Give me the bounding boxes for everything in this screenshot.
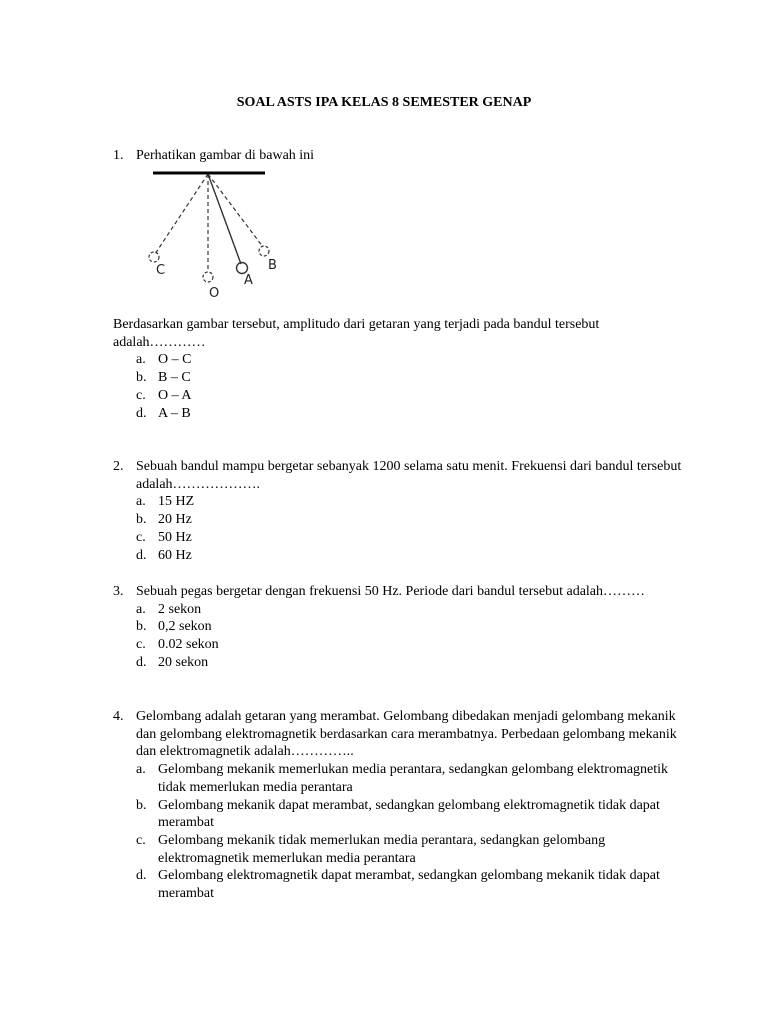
option-d[interactable]: d. Gelombang elektromagnetik dapat merambat, sedangkan gelombang mekanik tidak dapat merambat bbox=[136, 868, 660, 902]
option-list bbox=[136, 601, 683, 672]
question-number: 2. bbox=[113, 459, 124, 474]
bob-position-a bbox=[237, 263, 248, 274]
string-position-b bbox=[208, 174, 263, 247]
pendulum-figure bbox=[145, 164, 280, 304]
option-d[interactable]: d. 20 sekon bbox=[136, 654, 209, 670]
question-number: 3. bbox=[113, 584, 124, 599]
bob-position-b bbox=[259, 246, 269, 256]
option-list bbox=[136, 493, 683, 564]
label-b: B bbox=[268, 258, 277, 273]
question-3 bbox=[113, 583, 683, 672]
option-c[interactable]: c. O – A bbox=[136, 387, 192, 403]
option-a[interactable]: a. 2 sekon bbox=[136, 601, 202, 617]
question-1-intro bbox=[113, 147, 683, 165]
option-b[interactable]: b. 0,2 sekon bbox=[136, 619, 212, 635]
pendulum-diagram bbox=[145, 164, 280, 304]
option-list bbox=[136, 351, 683, 422]
label-c: C bbox=[156, 263, 166, 278]
question-number: 4. bbox=[113, 709, 124, 724]
option-a[interactable]: a. O – C bbox=[136, 352, 192, 368]
option-list bbox=[136, 761, 683, 903]
option-b[interactable]: b. B – C bbox=[136, 370, 191, 386]
option-c[interactable]: c. 50 Hz bbox=[136, 529, 192, 545]
option-a[interactable]: a. 15 HZ bbox=[136, 494, 195, 510]
option-b[interactable]: b. 20 Hz bbox=[136, 512, 192, 528]
question-stem: Berdasarkan gambar tersebut, amplitudo dari getaran yang terjadi pada bandul tersebut adalah………… bbox=[113, 317, 600, 350]
string-position-a bbox=[208, 174, 241, 264]
option-d[interactable]: d. 60 Hz bbox=[136, 547, 192, 563]
question-stem: Sebuah pegas bergetar dengan frekuensi 50 Hz. Periode dari bandul tersebut adalah……… bbox=[136, 584, 646, 599]
option-c[interactable]: c. Gelombang mekanik tidak memerlukan media perantara, sedangkan gelombang elektromagnetik memerlukan media perantara bbox=[136, 832, 606, 866]
option-c[interactable]: c. 0.02 sekon bbox=[136, 637, 219, 653]
option-d[interactable]: d. A – B bbox=[136, 405, 191, 421]
label-o: O bbox=[209, 286, 220, 301]
question-4 bbox=[113, 708, 683, 903]
label-a: A bbox=[244, 273, 253, 288]
string-position-c bbox=[155, 174, 208, 254]
bob-position-o bbox=[203, 272, 213, 282]
question-number: 1. bbox=[113, 148, 124, 163]
option-a[interactable]: a. Gelombang mekanik memerlukan media perantara, sedangkan gelombang elektromagnetik tidak memerlukan media perantara bbox=[136, 762, 669, 795]
question-stem: Gelombang adalah getaran yang merambat. Gelombang dibedakan menjadi gelombang mekanik dan gelombang elektromagnetik berdasarkan cara merambatnya. Perbedaan gelombang mekanik dan elektromagnetik adalah………….. bbox=[136, 709, 677, 760]
question-stem: Sebuah bandul mampu bergetar sebanyak 1200 selama satu menit. Frekuensi dari bandul tersebut adalah………………. bbox=[136, 459, 682, 492]
question-1-body bbox=[113, 316, 683, 422]
option-b[interactable]: b. Gelombang mekanik dapat merambat, sedangkan gelombang elektromagnetik tidak dapat merambat bbox=[136, 797, 660, 831]
bob-position-c bbox=[149, 252, 159, 262]
question-2 bbox=[113, 458, 683, 564]
question-intro-text: Perhatikan gambar di bawah ini bbox=[136, 148, 315, 163]
page-title: SOAL ASTS IPA KELAS 8 SEMESTER GENAP bbox=[236, 95, 532, 110]
